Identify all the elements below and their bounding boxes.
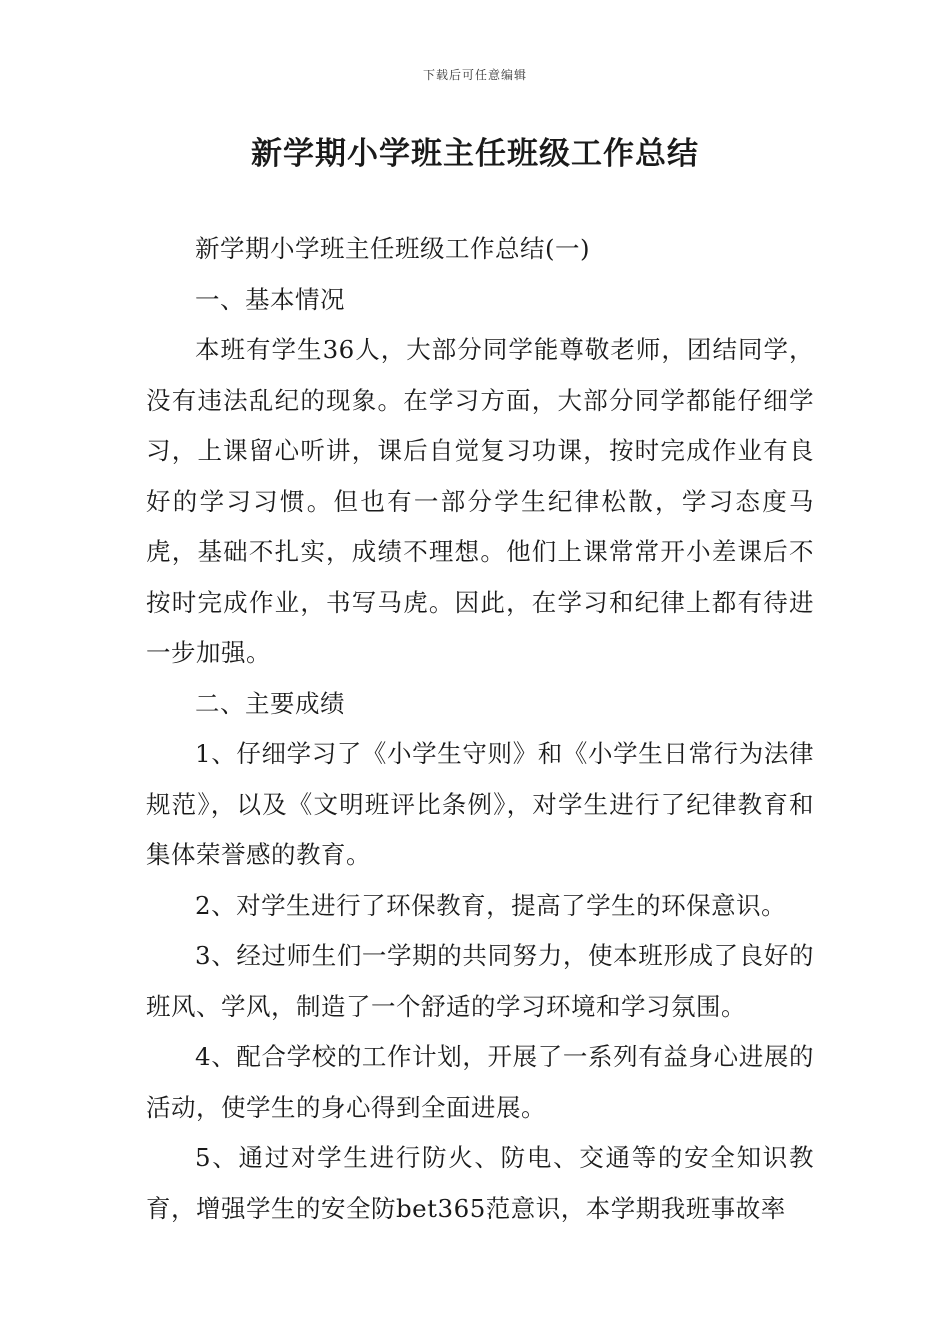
document-title: 新学期小学班主任班级工作总结 <box>251 136 699 172</box>
paragraph-achievement-5: 5、通过对学生进行防火、防电、交通等的安全知识教育，增强学生的安全防bet365范意识，本学期我班事故率 <box>146 1143 814 1223</box>
page-header-note: 下载后可任意编辑 <box>422 68 527 82</box>
paragraph-achievement-1: 1、仔细学习了《小学生守则》和《小学生日常行为法律规范》，以及《文明班评比条例》，对学生进行了纪律教育和集体荣誉感的教育。 <box>146 739 814 869</box>
paragraph-achievement-3: 3、经过师生们一学期的共同努力，使本班形成了良好的班风、学风，制造了一个舒适的学习环境和学习氛围。 <box>146 941 814 1021</box>
paragraph-basic-situation: 本班有学生36人，大部分同学能尊敬老师，团结同学，没有违法乱纪的现象。在学习方面，大部分同学都能仔细学习，上课留心听讲，课后自觉复习功课，按时完成作业有良好的学习习惯。但也有一部分学生纪律松散，学习态度马虎，基础不扎实，成绩不理想。他们上课常常开小差课后不按时完成作业，书写马虎。因此，在学习和纪律上都有待进一步加强。 <box>146 335 814 667</box>
section-heading-main-achievements: 二、主要成绩 <box>195 688 345 718</box>
paragraph-achievement-4: 4、配合学校的工作计划，开展了一系列有益身心进展的活动，使学生的身心得到全面进展。 <box>146 1042 814 1122</box>
section-heading-part-one: 新学期小学班主任班级工作总结(一) <box>195 234 591 263</box>
document-body <box>146 224 814 1234</box>
paragraph-achievement-2: 2、对学生进行了环保教育，提高了学生的环保意识。 <box>195 890 787 920</box>
section-heading-basic-situation: 一、基本情况 <box>195 284 345 314</box>
